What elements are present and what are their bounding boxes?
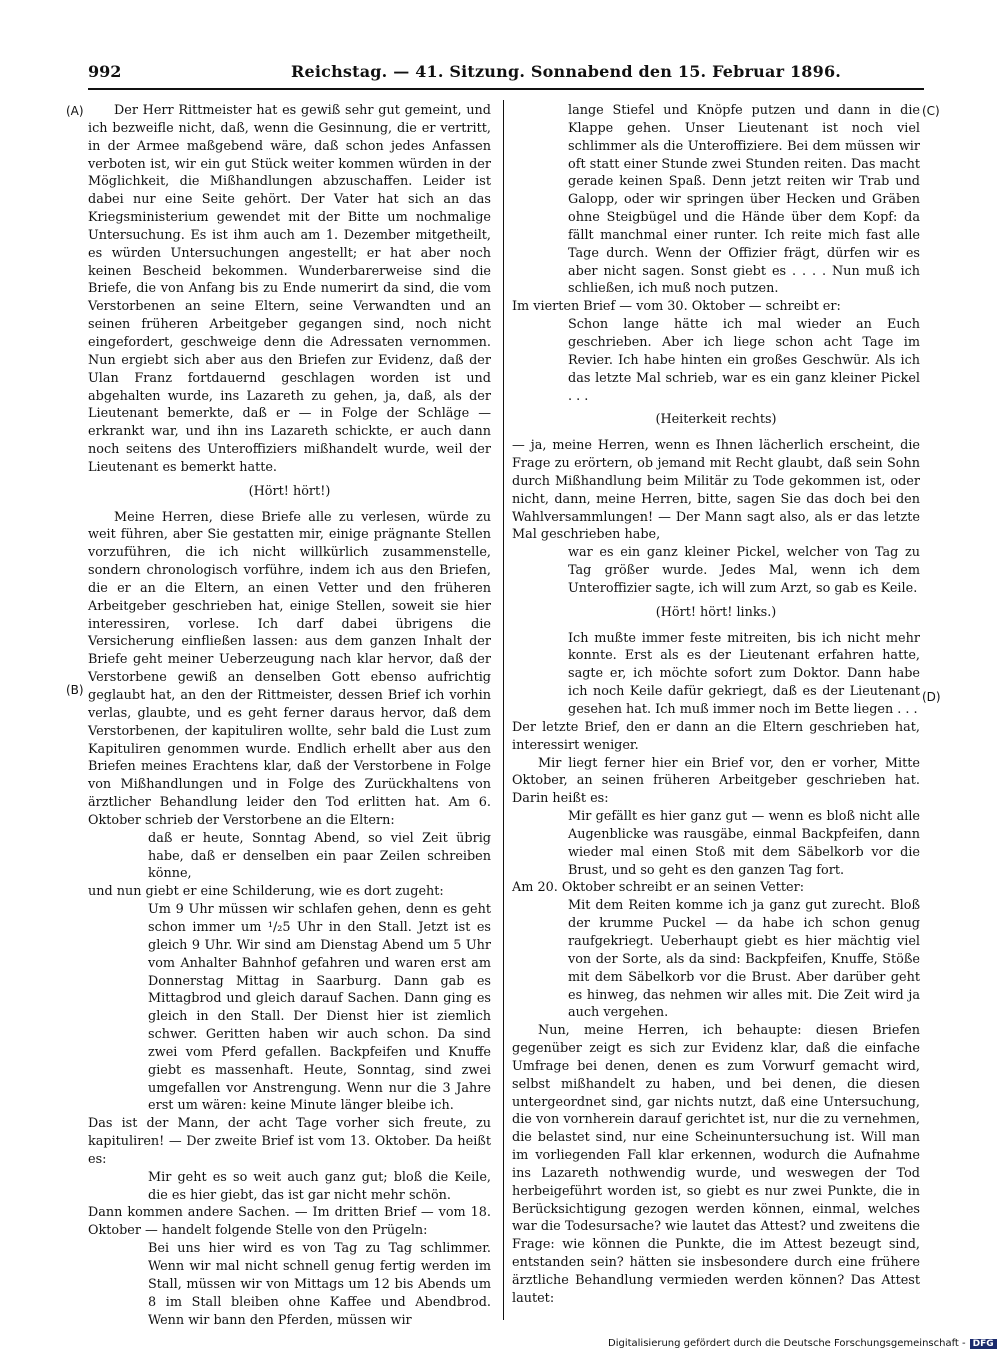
letter-quote: lange Stiefel und Knöpfe putzen und dann in die Klappe gehen. Unser Lieutenant ist noch viel schlimmer als die Unteroffiziere. Bei dem müssen wir oft statt einer Stunde zwei Stunden reiten. Das macht gerade keinen Spaß. Denn jetzt reiten wir Trab und Galopp, oder wir springen über Hecken und Gräben ohne Steigbügel und die Hände über dem Kopf: da fällt manchmal einer runter. Ich reite mich fast alle Tage durch. Wenn der Offizier frägt, dürfen wir es aber nicht sagen. Sonst giebt es . . . . Nun muß ich schließen, ich muß noch putzen. bbox=[568, 103, 920, 297]
dfg-logo: DFG bbox=[970, 1339, 997, 1349]
header-rule bbox=[88, 88, 924, 90]
letter-quote: daß er heute, Sonntag Abend, so viel Zeit übrig habe, daß er denselben ein paar Zeilen schreiben könne, bbox=[148, 830, 491, 882]
right-column bbox=[512, 102, 920, 1308]
letter-quote: war es ein ganz kleiner Pickel, welcher von Tag zu Tag größer wurde. Jedes Mal, wenn ich dem Unteroffizier sagte, ich will zum Arzt, so gab es Keile. bbox=[568, 545, 920, 596]
letter-quote: Mir gefällt es hier ganz gut — wenn es bloß nicht alle Augenblicke was rausgäbe, einmal Backpfeifen, dann wieder mal einen Stoß mit dem Säbelkorb vor die Brust, und so geht es den ganzen Tag fort. bbox=[568, 809, 920, 878]
margin-mark-d: (D) bbox=[922, 690, 941, 704]
paragraph: Im vierten Brief — vom 30. Oktober — schreibt er: bbox=[512, 299, 841, 315]
margin-mark-b: (B) bbox=[66, 683, 84, 697]
paragraph: Das ist der Mann, der acht Tage vorher sich freute, zu kapituliren! — Der zweite Brief ist vom 13. Oktober. Da heißt es: bbox=[88, 1116, 491, 1167]
paragraph: — ja, meine Herren, wenn es Ihnen lächerlich erscheint, die Frage zu erörtern, ob jemand mit Recht glaubt, daß sein Sohn durch Mißhandlung beim Militär zu Tode gekommen ist, oder nicht, dann, meine Herren, bitte, sagen Sie das doch bei den Wahlversammlungen! — Der Mann sagt also, als er das letzte Mal geschrieben habe, bbox=[512, 438, 920, 543]
paragraph: Nun, meine Herren, ich behaupte: diesen Briefen gegenüber zeigt es sich zur Evidenz klar, daß die einfache Umfrage bei denen, denen es zum Vorwurf gemacht wird, selbst mißhandelt zu haben, und bei denen, die diesen untergeordnet sind, gar nichts nutzt, daß eine Untersuchung, die von vornherein darauf gerichtet ist, nur die zu vernehmen, die belastet sind, nur eine Scheinuntersuchung ist. Will man im vorliegenden Fall klar erkennen, wodurch die Aufnahme ins Lazareth nothwendig wurde, und weswegen der Tod herbeigeführt worden ist, so giebt es nur zwei Punkte, die in Berücksichtigung gezogen werden können, einmal, welches war die Todesursache? wie lautet das Attest? und zweitens die Frage: wie können die Punkte, die im Attest bezeugt sind, entstanden sein? hätten sie insbesondere durch eine frühere ärztliche Behandlung vermieden werden können? Das Attest lautet: bbox=[512, 1023, 920, 1306]
paragraph: Mir liegt ferner hier ein Brief vor, den er vorher, Mitte Oktober, an seinen früheren Arbeitgeber geschrieben hat. Darin heißt es: bbox=[512, 755, 920, 807]
paragraph: Meine Herren, diese Briefe alle zu verlesen, würde zu weit führen, aber Sie gestatten mir, einige prägnante Stellen vorzuführen, die ich nicht willkürlich zusammenstelle, sondern chronologisch vorführe, indem ich aus den Briefen, die er an die Eltern, an einen Vetter und den früheren Arbeitgeber geschrieben hat, einige Stellen, soweit sie hier interessiren, vorlese. Ich darf dabei übrigens die Versicherung einfließen lassen: aus dem ganzen Inhalt der Briefe geht meiner Ueberzeugung nach klar hervor, daß der Verstorbene gewiß an denselben Gott ebenso aufrichtig geglaubt hat, an den der Rittmeister, dessen Brief ich vorhin verlas, glaubte, und es geht ferner daraus hervor, daß dem Verstorbenen, der kapituliren wollte, sehr bald die Lust zum Kapituliren genommen wurde. Endlich erhellt aber aus den Briefen meines Erachtens klar, daß der Verstorbene in Folge von Mißhandlungen und in Folge des Zurückhaltens von ärztlicher Behandlung leider den Tod erlitten hat. Am 6. Oktober schrieb der Verstorbene an die Eltern: bbox=[88, 509, 491, 828]
page-header bbox=[88, 62, 924, 84]
footer-text: Digitalisierung gefördert durch die Deutsche Forschungsgemeinschaft - bbox=[608, 1338, 966, 1349]
margin-mark-c: (C) bbox=[922, 104, 940, 118]
paragraph: und nun giebt er eine Schilderung, wie es dort zugeht: bbox=[88, 884, 444, 900]
left-column bbox=[88, 102, 491, 1329]
margin-mark-a: (A) bbox=[66, 104, 84, 118]
paragraph: Dann kommen andere Sachen. — Im dritten Brief — vom 18. Oktober — handelt folgende Stelle von den Prügeln: bbox=[88, 1205, 491, 1239]
letter-quote: Mir geht es so weit auch ganz gut; bloß die Keile, die es hier giebt, das ist gar nicht mehr schön. bbox=[148, 1169, 491, 1203]
column-divider bbox=[503, 100, 504, 1320]
letter-quote: Bei uns hier wird es von Tag zu Tag schlimmer. Wenn wir mal nicht schnell genug fertig werden im Stall, müssen wir von Mittags um 12 bis Abends um 8 im Stall bleiben ohne Kaffee und Abendbrod. Wenn wir bann den Pferden, müssen wir bbox=[148, 1241, 491, 1328]
interjection: (Hört! hört! links.) bbox=[655, 604, 777, 620]
paragraph: Der Herr Rittmeister hat es gewiß sehr gut gemeint, und ich bezweifle nicht, daß, wenn die Gesinnung, die er vertritt, in der Armee maßgebend wäre, daß schon jedes Anfassen verboten ist, wir ein gut Stück weiter kommen würden in der Möglichkeit, die Mißhandlungen abzuschaffen. Leider ist dabei nur eine Seite gehört. Der Vater hat sich an das Kriegsministerium gewendet mit der Bitte um nochmalige Untersuchung. Es ist ihm auch am 1. Dezember mitgetheilt, es würden Untersuchungen angestellt; er hat aber noch keinen Bescheid bekommen. Wunderbarerweise sind die Briefe, die von Anfang bis zu Ende numerirt da sind, die vom Verstorbenen an seine Eltern, seine Verwandten und an seinen früheren Arbeitgeber gegangen sind, noch nicht eingefordert, geschweige denn die Adressaten vernommen. Nun ergiebt sich aber aus den Briefen zur Evidenz, daß der Ulan Franz fortdauernd geschlagen worden ist und abgehalten wurde, ins Lazareth zu gehen, ja, daß, als der Lieutenant bemerkte, daß er — in Folge der Schläge — erkrankt war, und ihn ins Lazareth schickte, er auch dann noch seitens des Unteroffiziers mißhandelt wurde, weil der Lieutenant es bemerkt hatte. bbox=[88, 103, 491, 475]
letter-quote: Schon lange hätte ich mal wieder an Euch geschrieben. Aber ich liege schon acht Tage im Revier. Ich habe hinten ein großes Geschwür. Als ich das letzte Mal schrieb, war es ein ganz kleiner Pickel . . . bbox=[568, 317, 920, 404]
letter-quote: Ich mußte immer feste mitreiten, bis ich nicht mehr konnte. Erst als es der Lieutenant erfahren hatte, sagte er, ich möchte sofort zum Doktor. Dann habe ich noch Keile dafür gekriegt, daß es der Lieutenant gesehen hat. Ich muß immer noch im Bette liegen . . . bbox=[568, 630, 920, 717]
paragraph: Der letzte Brief, den er dann an die Eltern geschrieben hat, interessirt weniger. bbox=[512, 719, 920, 753]
paragraph: Am 20. Oktober schreibt er an seinen Vetter: bbox=[512, 880, 805, 896]
footer-credit bbox=[608, 1338, 997, 1349]
interjection: (Hört! hört!) bbox=[248, 483, 331, 499]
running-title: Reichstag. — 41. Sitzung. Sonnabend den 15. Februar 1896. bbox=[291, 62, 842, 81]
page-number: 992 bbox=[88, 62, 122, 81]
interjection: (Heiterkeit rechts) bbox=[655, 412, 777, 428]
letter-quote: Mit dem Reiten komme ich ja ganz gut zurecht. Bloß der krumme Puckel — da habe ich schon genug raufgekriegt. Ueberhaupt giebt es hier mächtig viel von der Sorte, als da sind: Backpfeifen, Knuffe, Stöße mit dem Säbelkorb vor die Brust. Aber darüber geht es hinweg, das nehmen wir alles mit. Die Zeit wird ja auch vergehen. bbox=[568, 898, 920, 1021]
letter-quote: Um 9 Uhr müssen wir schlafen gehen, denn es geht schon immer um ¹/₂5 Uhr in den Stall. Jetzt ist es gleich 9 Uhr. Wir sind am Dienstag Abend um 5 Uhr vom Anhalter Bahnhof gefahren und waren erst am Donnerstag Mittag in Saarburg. Dann gab es Mittagbrod und gleich darauf Sachen. Dann ging es gleich in den Stall. Der Dienst hier ist ziemlich schwer. Geritten haben wir auch schon. Da sind zwei vom Pferd gefallen. Backpfeifen und Knuffe giebt es massenhaft. Heute, Sonntag, sind zwei umgefallen vor Anstrengung. Wenn nur die 3 Jahre erst um wären: keine Minute länger bleibe ich. bbox=[148, 902, 491, 1114]
